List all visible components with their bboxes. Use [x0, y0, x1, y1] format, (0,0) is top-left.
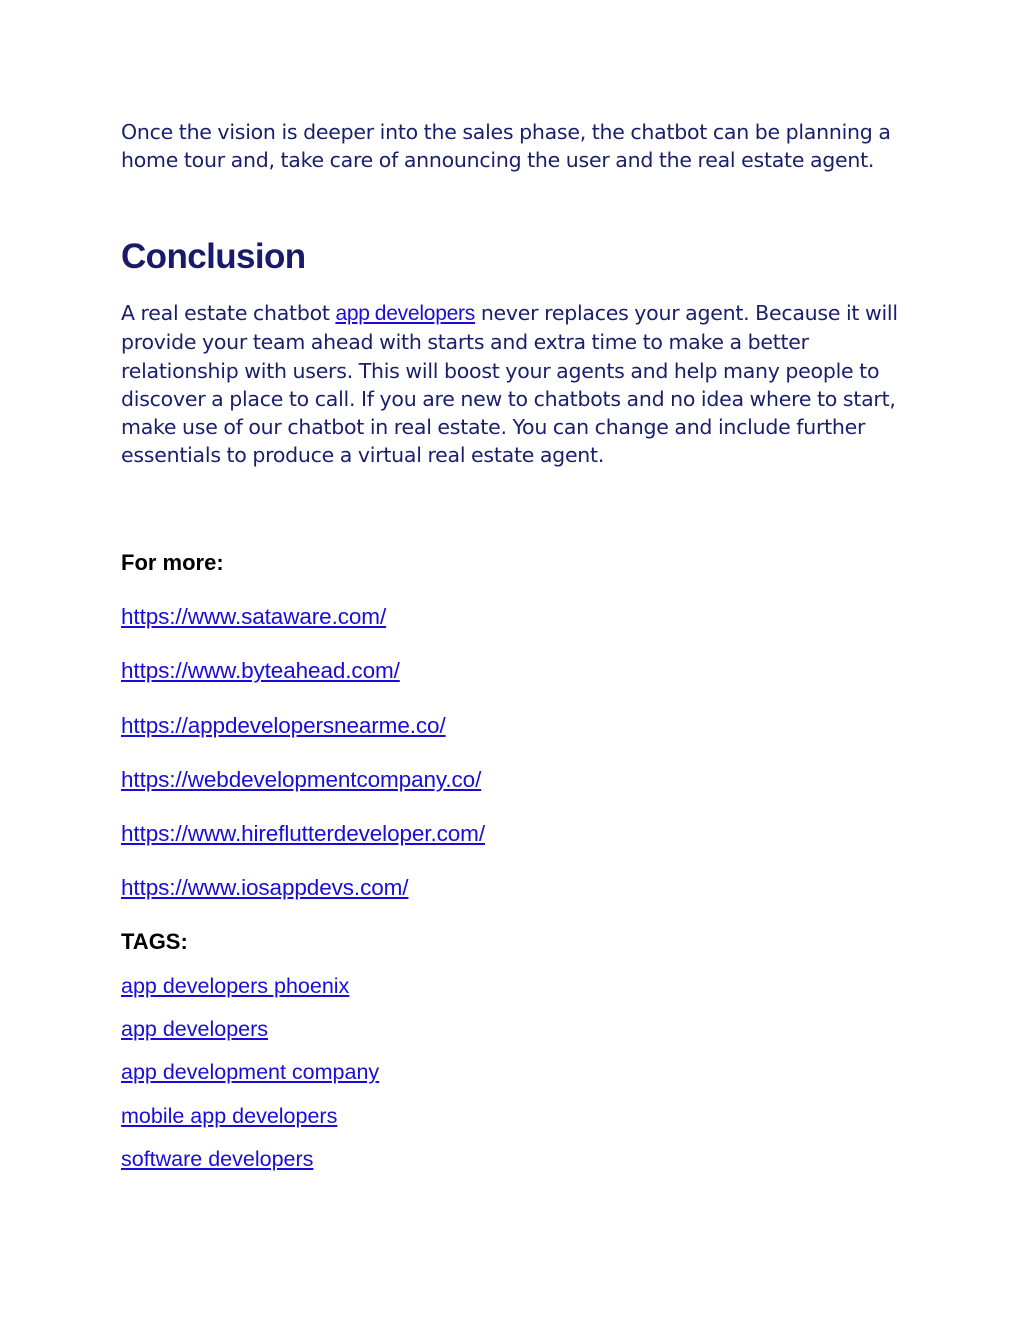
tags-list	[121, 972, 379, 1188]
byteahead-link[interactable]: https://www.byteahead.com/	[121, 658, 400, 684]
tag-mobile-app-developers[interactable]: mobile app developers	[121, 1103, 338, 1128]
link-item	[121, 711, 485, 765]
appdevelopersnearme-link[interactable]: https://appdevelopersnearme.co/	[121, 712, 446, 738]
conclusion-text-start: A real estate chatbot	[121, 301, 336, 325]
link-item	[121, 656, 485, 710]
hireflutterdeveloper-link[interactable]: https://www.hireflutterdeveloper.com/	[121, 821, 485, 847]
tag-software-developers[interactable]: software developers	[121, 1146, 314, 1171]
iosappdevs-link[interactable]: https://www.iosappdevs.com/	[121, 875, 409, 901]
tag-item	[121, 1145, 379, 1188]
conclusion-text-end: never replaces your agent. Because it will provide your team ahead with starts and extra time to make a better relationship with users. This will boost your agents and help many people to discover a place to call. If you are new to chatbots and no idea where to start, make use of our chatbot in real estate. You can change and include further essentials to produce a virtual real estate agent.	[121, 301, 898, 468]
app-developers-link[interactable]: app developers	[335, 302, 476, 325]
tag-item	[121, 1102, 379, 1145]
sataware-link[interactable]: https://www.sataware.com/	[121, 604, 387, 629]
webdevelopmentcompany-link[interactable]: https://webdevelopmentcompany.co/	[121, 766, 482, 792]
tag-item	[121, 1058, 379, 1101]
intro-paragraph: Once the vision is deeper into the sales phase, the chatbot can be planning a home tour and, take care of announcing the user and the real estate agent.	[121, 120, 891, 173]
tag-app-developers-phoenix[interactable]: app developers phoenix	[121, 974, 350, 998]
tag-app-developers[interactable]: app developers	[121, 1017, 269, 1042]
link-item	[121, 765, 485, 819]
conclusion-paragraph	[121, 299, 911, 470]
tag-app-development-company[interactable]: app development company	[121, 1060, 380, 1085]
for-more-links-list	[121, 602, 485, 928]
tag-item	[121, 972, 379, 1015]
link-item	[121, 602, 485, 656]
link-item	[121, 819, 485, 873]
tag-item	[121, 1015, 379, 1058]
link-item	[121, 873, 485, 927]
for-more-label: For more:	[121, 550, 224, 575]
conclusion-heading: Conclusion	[121, 237, 306, 276]
tags-label: TAGS:	[121, 929, 188, 954]
